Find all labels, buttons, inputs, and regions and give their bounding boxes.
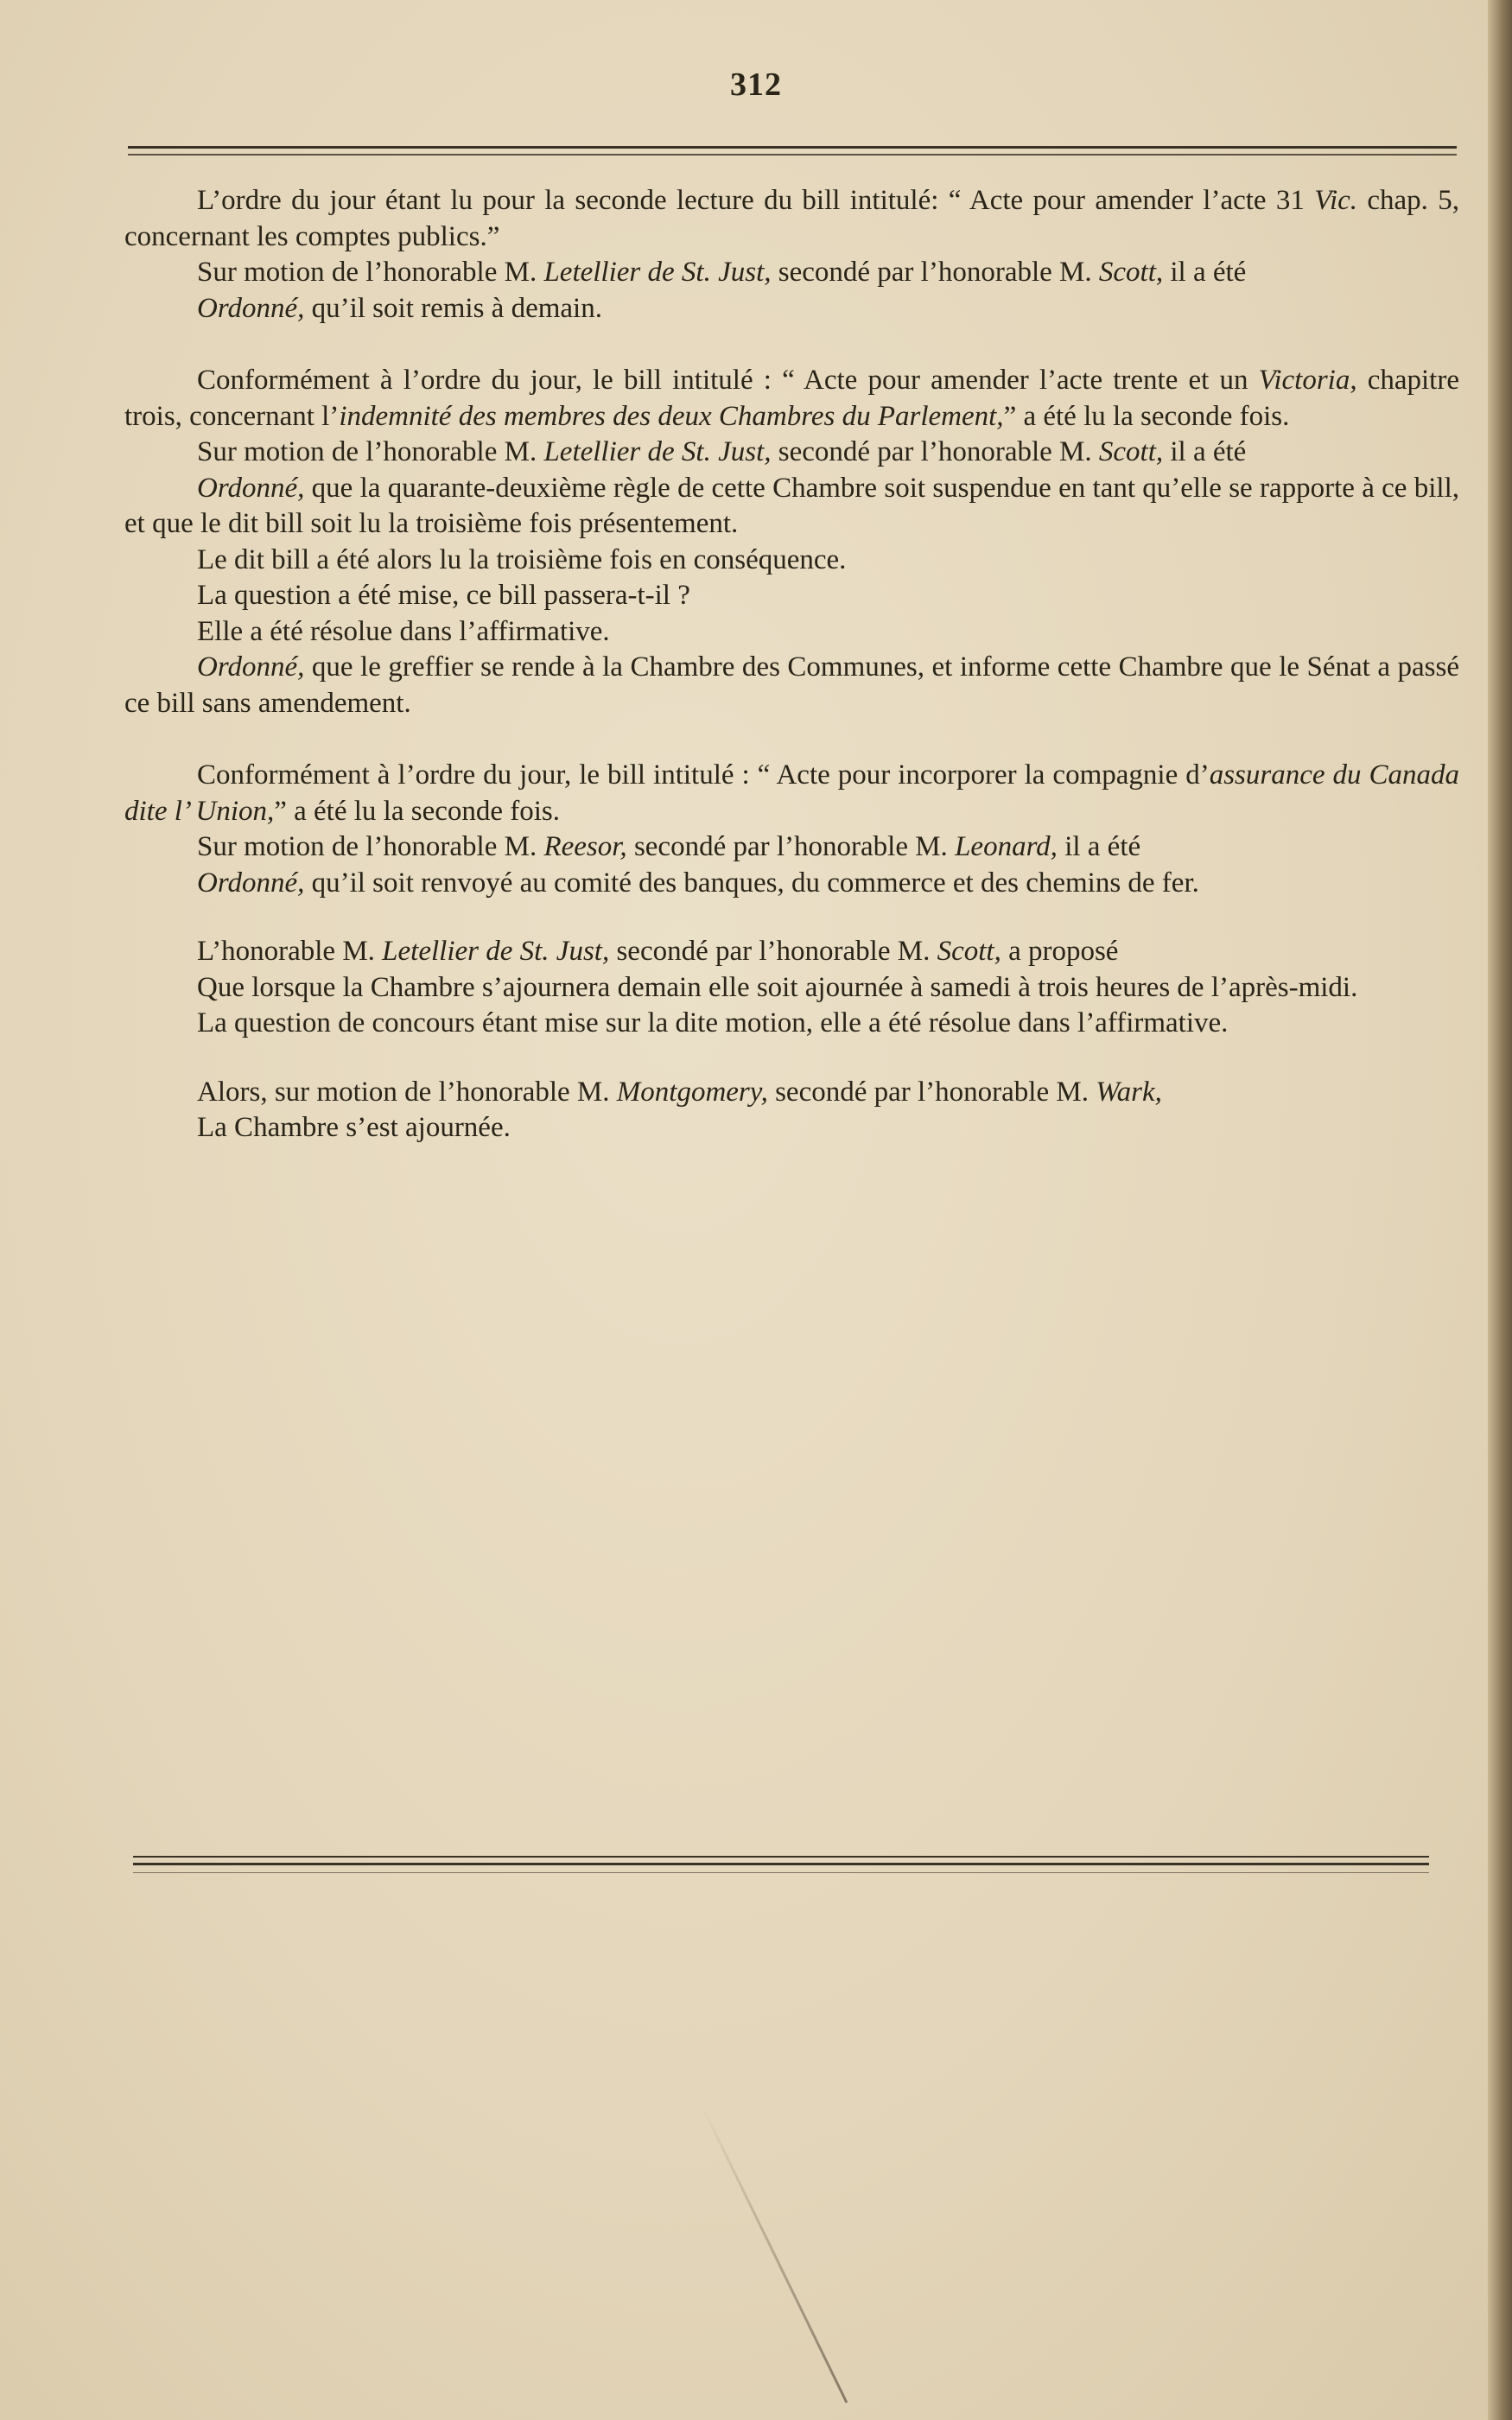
italic-name: Scott, bbox=[1098, 436, 1164, 467]
italic-ordonne: Ordonné, bbox=[197, 651, 305, 683]
italic-name: Letellier de St. Just, bbox=[382, 936, 610, 967]
paragraph-ordonne-2 bbox=[124, 471, 1459, 543]
paragraph-gap bbox=[124, 1042, 1459, 1075]
italic-name: Montgomery, bbox=[616, 1076, 768, 1108]
paragraph-gap bbox=[124, 721, 1459, 758]
text-run: il a été bbox=[1163, 257, 1247, 288]
text-run: L’ordre du jour étant lu pour la seconde lecture du bill intitulé: “ Acte pour amender l’acte 31 bbox=[197, 185, 1315, 216]
text-run: il a été bbox=[1163, 436, 1247, 467]
italic-ordonne: Ordonné, bbox=[197, 292, 305, 324]
paragraph-second-reading-comptes bbox=[124, 183, 1459, 255]
text-run: Conformément à l’ordre du jour, le bill intitulé : “ Acte pour amender l’acte trente et un bbox=[197, 365, 1259, 396]
paragraph-gap bbox=[124, 901, 1459, 934]
italic-name: Wark, bbox=[1096, 1076, 1162, 1108]
header-rule-thin bbox=[128, 154, 1457, 156]
paragraph-indemnite-bill bbox=[124, 363, 1459, 435]
text-run: secondé par l’honorable M. bbox=[609, 936, 937, 967]
italic-assurance: assurance du Canada dite l’ Union, bbox=[124, 759, 1459, 827]
text-run: Conformément à l’ordre du jour, le bill intitulé : “ Acte pour incorporer la compagnie d’ bbox=[197, 759, 1210, 791]
text-run: que le greffier se rende à la Chambre des Communes, et informe cette Chambre que le Sénat a passé ce bill sans amendement. bbox=[124, 651, 1459, 719]
text-run: chapitre trois, concernant l’ bbox=[124, 365, 1459, 432]
text-run: secondé par l’honorable M. bbox=[771, 436, 1099, 467]
italic-indemnite: indemnité des membres des deux Chambres du Parlement, bbox=[339, 400, 1004, 432]
text-run: secondé par l’honorable M. bbox=[771, 257, 1099, 288]
page-number: 312 bbox=[730, 67, 782, 103]
text-run: Alors, sur motion de l’honorable M. bbox=[197, 1076, 617, 1108]
text-run: secondé par l’honorable M. bbox=[767, 1076, 1096, 1108]
italic-name: Letellier de St. Just, bbox=[543, 436, 772, 467]
text-run: Sur motion de l’honorable M. bbox=[197, 257, 544, 288]
paragraph-question: La question a été mise, ce bill passera-t-il ? bbox=[197, 580, 690, 611]
footer-rule-thin bbox=[133, 1856, 1429, 1858]
italic-ordonne: Ordonné, bbox=[197, 472, 305, 504]
italic-name: Reesor, bbox=[543, 831, 627, 862]
header-rule bbox=[128, 146, 1457, 149]
italic-name: Scott, bbox=[937, 936, 1001, 967]
paragraph-motion-1 bbox=[124, 255, 1459, 291]
text-run: ” a été lu la seconde fois. bbox=[274, 795, 561, 827]
text-run: qu’il soit renvoyé au comité des banques, du commerce et des chemins de fer. bbox=[304, 867, 1199, 899]
footer-rule bbox=[133, 1863, 1429, 1865]
paragraph-third-reading: Le dit bill a été alors lu la troisième fois en conséquence. bbox=[197, 543, 847, 575]
paragraph-proposal bbox=[124, 934, 1459, 970]
paragraph-affirmative: Elle a été résolue dans l’affirmative. bbox=[197, 615, 610, 647]
italic-ordonne: Ordonné, bbox=[197, 867, 305, 899]
paragraph-final-motion bbox=[124, 1075, 1459, 1111]
text-run: que la quarante-deuxième règle de cette Chambre soit suspendue en tant qu’elle se rapporte à ce bill, et que le dit bill soit lu la troisième fois présentement. bbox=[124, 472, 1459, 539]
text-run: il a été bbox=[1057, 831, 1141, 862]
paragraph-motion-2 bbox=[124, 435, 1459, 471]
italic-name: Leonard, bbox=[955, 831, 1058, 862]
document-body bbox=[124, 183, 1459, 1146]
italic-name: Scott, bbox=[1098, 257, 1164, 288]
paragraph-adjourned: La Chambre s’est ajournée. bbox=[197, 1112, 511, 1143]
paragraph-ordonne-3 bbox=[124, 650, 1459, 721]
footer-rule-hairline bbox=[133, 1872, 1429, 1873]
paragraph-motion-3 bbox=[124, 829, 1459, 866]
text-run: L’honorable M. bbox=[197, 936, 383, 967]
text-run: qu’il soit remis à demain. bbox=[304, 292, 602, 324]
paragraph-concurrence: La question de concours étant mise sur la dite motion, elle a été résolue dans l’affirmative. bbox=[197, 1007, 1229, 1039]
paragraph-gap bbox=[124, 327, 1459, 363]
paragraph-ordonne-1 bbox=[124, 291, 1459, 327]
text-run: a proposé bbox=[1001, 936, 1119, 967]
text-run: Sur motion de l’honorable M. bbox=[197, 436, 544, 467]
italic-victoria: Victoria, bbox=[1258, 365, 1357, 396]
italic-vic: Vic. bbox=[1314, 185, 1358, 216]
paragraph-union-bill bbox=[124, 758, 1459, 829]
text-run: ” a été lu la seconde fois. bbox=[1003, 400, 1290, 432]
text-run: secondé par l’honorable M. bbox=[626, 831, 956, 862]
paragraph-adjournment-motion: Que lorsque la Chambre s’ajournera demain elle soit ajournée à samedi à trois heures de l’après-midi. bbox=[197, 971, 1358, 1003]
paragraph-ordonne-4 bbox=[124, 866, 1459, 902]
page-edge-shadow bbox=[1488, 0, 1512, 2420]
italic-name: Letellier de St. Just, bbox=[543, 257, 772, 288]
text-run: Sur motion de l’honorable M. bbox=[197, 831, 544, 862]
text-run: chap. 5, concernant les comptes publics.” bbox=[124, 185, 1459, 252]
